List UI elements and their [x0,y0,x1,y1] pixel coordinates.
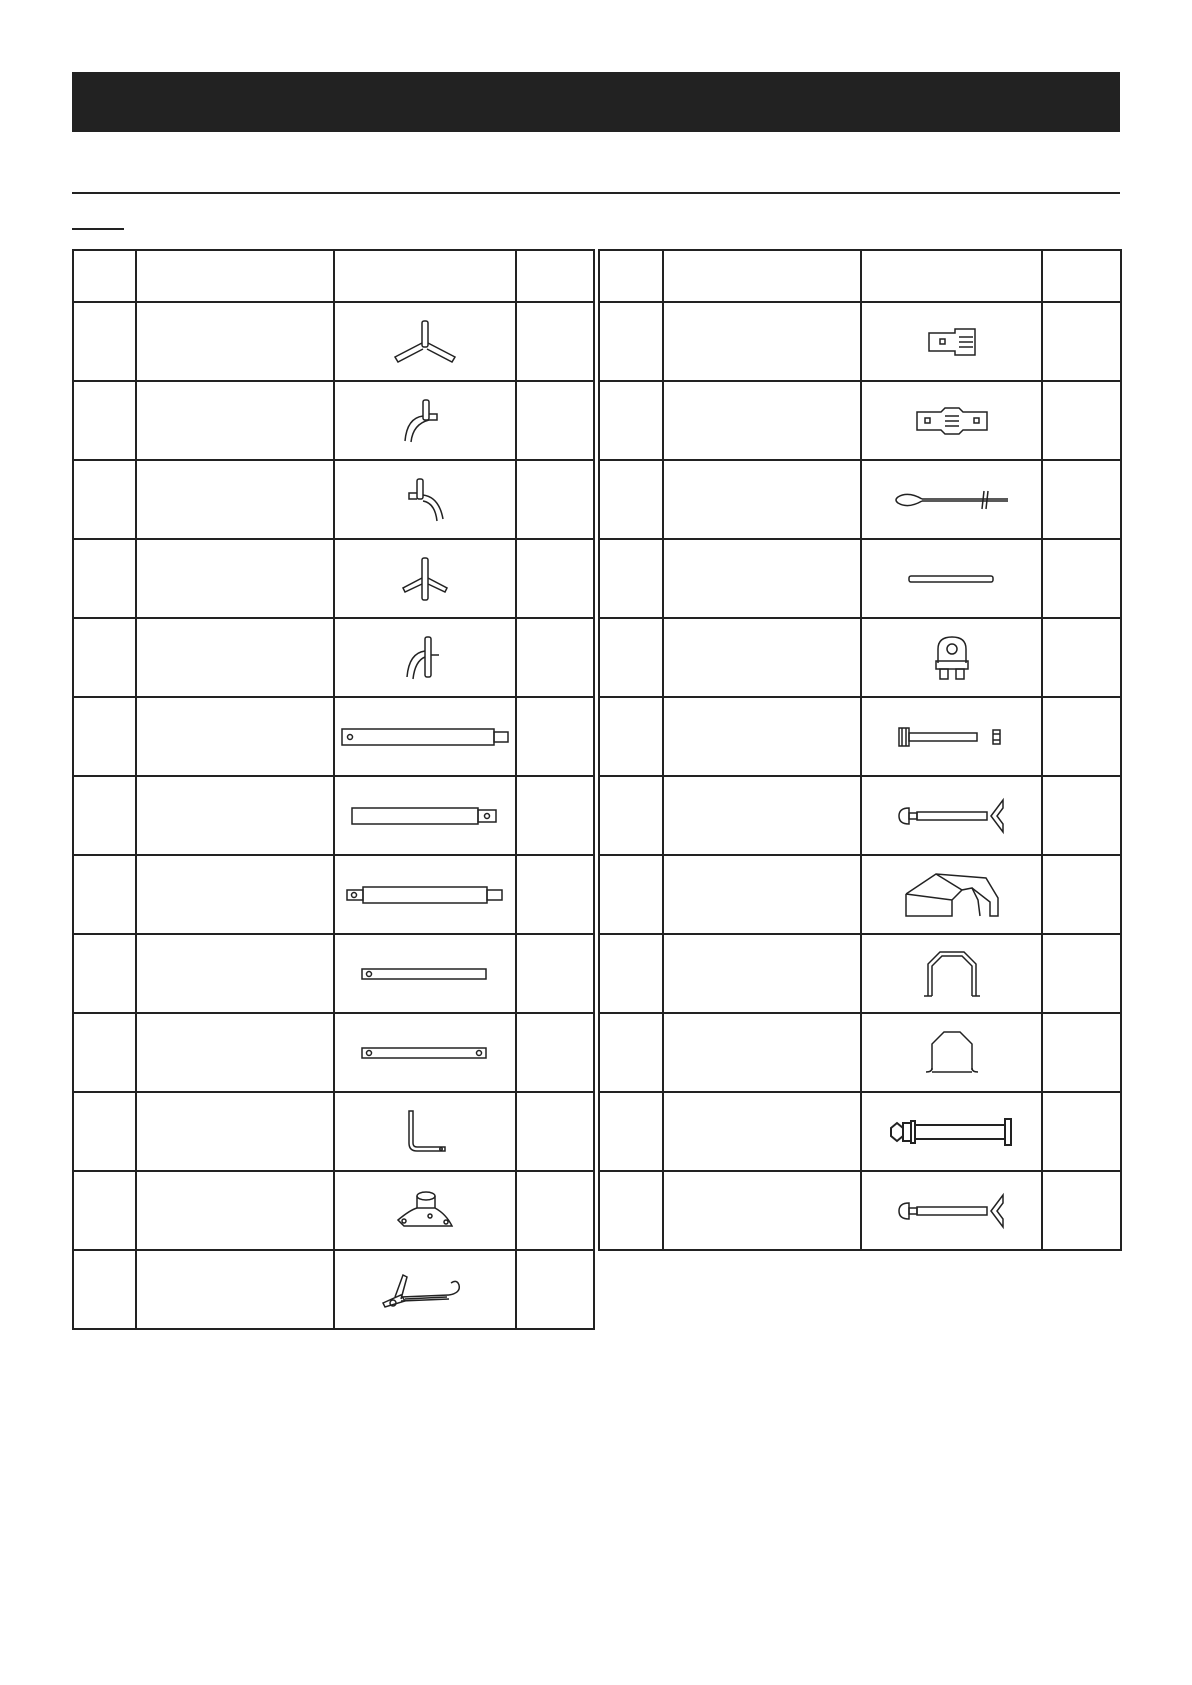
parts-table-left [72,249,595,1330]
table-row [73,1250,594,1329]
part-image-cell [861,934,1042,1013]
table-row [73,618,594,697]
table-row [599,381,1121,460]
reverse-elbow-connector-icon [395,475,455,525]
part-image-cell [861,618,1042,697]
part-description-cell [663,776,861,855]
part-description-cell [663,1092,861,1171]
double-bracket-icon [915,406,989,436]
part-description-cell [136,381,334,460]
part-qty-cell [516,618,594,697]
column-header [663,250,861,302]
part-image-cell [334,1092,516,1171]
part-qty-cell [1042,539,1121,618]
part-key-cell [73,460,136,539]
part-key-cell [73,302,136,381]
part-description-cell [663,381,861,460]
part-key-cell [73,934,136,1013]
table-row [599,302,1121,381]
part-key-cell [599,1171,663,1250]
part-key-cell [599,776,663,855]
bolt-with-wing-nut-icon [897,796,1007,836]
front-panel-with-door-icon [922,948,982,1000]
part-description-cell [663,302,861,381]
table-row [73,934,594,1013]
l-pin-icon [395,1107,455,1157]
part-qty-cell [1042,302,1121,381]
part-key-cell [599,1092,663,1171]
table-row [599,776,1121,855]
part-image-cell [861,302,1042,381]
part-qty-cell [516,855,594,934]
long-bolt-with-wing-nut-icon [897,1191,1007,1231]
long-swaged-tube-icon [340,725,510,749]
table-row [599,460,1121,539]
part-description-cell [136,697,334,776]
rear-panel-icon [924,1028,980,1078]
part-description-cell [136,618,334,697]
column-header [334,250,516,302]
bolt-and-nut-icon [897,724,1007,750]
canopy-cover-icon [902,870,1002,920]
table-row [73,381,594,460]
parts-table-right [598,249,1122,1251]
cable-clamp-icon [932,635,972,681]
part-image-cell [334,302,516,381]
column-header [516,250,594,302]
part-key-cell [599,381,663,460]
part-qty-cell [516,776,594,855]
part-image-cell [334,934,516,1013]
table-row [599,539,1121,618]
part-key-cell [599,539,663,618]
part-qty-cell [516,460,594,539]
part-image-cell [861,776,1042,855]
table-row [599,934,1121,1013]
part-description-cell [663,855,861,934]
part-key-cell [73,697,136,776]
table-row [73,1171,594,1250]
part-image-cell [334,1171,516,1250]
column-header [599,250,663,302]
part-key-cell [73,1250,136,1329]
small-bracket-icon [927,327,977,357]
long-bolt-assembly-icon [887,1115,1017,1149]
table-row [599,1171,1121,1250]
part-key-cell [599,302,663,381]
part-description-cell [136,776,334,855]
part-image-cell [334,618,516,697]
part-image-cell [861,697,1042,776]
table-row [73,697,594,776]
part-qty-cell [516,1013,594,1092]
part-qty-cell [516,1171,594,1250]
part-key-cell [73,1092,136,1171]
tube-with-two-holes-icon [360,1043,490,1063]
part-qty-cell [516,1092,594,1171]
part-image-cell [334,381,516,460]
part-key-cell [73,1171,136,1250]
table-header-row [73,250,594,302]
part-key-cell [599,618,663,697]
table-row [73,776,594,855]
ground-anchor-icon [892,485,1012,515]
part-qty-cell [516,934,594,1013]
part-image-cell [861,460,1042,539]
table-row [73,1013,594,1092]
part-key-cell [599,1013,663,1092]
part-qty-cell [1042,618,1121,697]
ratchet-hook-icon [375,1265,475,1315]
part-qty-cell [1042,697,1121,776]
part-description-cell [136,1013,334,1092]
part-qty-cell [516,539,594,618]
part-description-cell [136,539,334,618]
part-description-cell [663,1171,861,1250]
part-description-cell [663,1013,861,1092]
part-description-cell [663,460,861,539]
part-key-cell [599,855,663,934]
header-bar [72,72,1120,132]
part-qty-cell [1042,776,1121,855]
double-swaged-tube-icon [345,883,505,907]
part-description-cell [136,302,334,381]
part-qty-cell [516,697,594,776]
table-row [599,618,1121,697]
part-key-cell [73,776,136,855]
table-row [599,1092,1121,1171]
part-qty-cell [1042,934,1121,1013]
part-image-cell [861,381,1042,460]
column-header [1042,250,1121,302]
part-image-cell [861,1092,1042,1171]
part-key-cell [73,539,136,618]
table-row [599,1013,1121,1092]
four-way-connector-icon [395,554,455,604]
table-row [73,539,594,618]
part-image-cell [861,855,1042,934]
part-image-cell [334,776,516,855]
part-description-cell [136,1250,334,1329]
rod-icon [907,572,997,586]
part-qty-cell [516,302,594,381]
part-image-cell [334,460,516,539]
part-qty-cell [516,381,594,460]
column-header [136,250,334,302]
part-key-cell [599,934,663,1013]
part-key-cell [73,855,136,934]
part-image-cell [861,539,1042,618]
column-header [73,250,136,302]
table-row [599,697,1121,776]
part-description-cell [136,1092,334,1171]
part-description-cell [663,618,861,697]
part-qty-cell [516,1250,594,1329]
part-key-cell [73,618,136,697]
part-description-cell [663,697,861,776]
corner-connector-icon [395,633,455,683]
part-qty-cell [1042,381,1121,460]
section-rule [72,192,1120,194]
part-key-cell [599,460,663,539]
part-qty-cell [1042,1171,1121,1250]
part-image-cell [334,1250,516,1329]
y-connector-icon [385,317,465,367]
part-key-cell [73,381,136,460]
side-elbow-connector-icon [395,396,455,446]
part-description-cell [663,539,861,618]
table-row [599,855,1121,934]
part-description-cell [136,460,334,539]
part-image-cell [861,1013,1042,1092]
part-description-cell [136,855,334,934]
part-image-cell [334,855,516,934]
part-qty-cell [1042,1092,1121,1171]
column-header [861,250,1042,302]
foot-plate-icon [390,1186,460,1236]
tube-with-end-hole-icon [350,804,500,828]
part-description-cell [136,934,334,1013]
part-description-cell [136,1171,334,1250]
short-tube-icon [360,964,490,984]
table-row [73,1092,594,1171]
table-row [73,302,594,381]
part-key-cell [73,1013,136,1092]
table-row [73,460,594,539]
table-row [73,855,594,934]
part-qty-cell [1042,1013,1121,1092]
part-image-cell [334,539,516,618]
part-key-cell [599,697,663,776]
part-qty-cell [1042,460,1121,539]
part-image-cell [861,1171,1042,1250]
part-description-cell [663,934,861,1013]
part-qty-cell [1042,855,1121,934]
table-header-row [599,250,1121,302]
section-subtitle [72,228,124,230]
part-image-cell [334,1013,516,1092]
part-image-cell [334,697,516,776]
